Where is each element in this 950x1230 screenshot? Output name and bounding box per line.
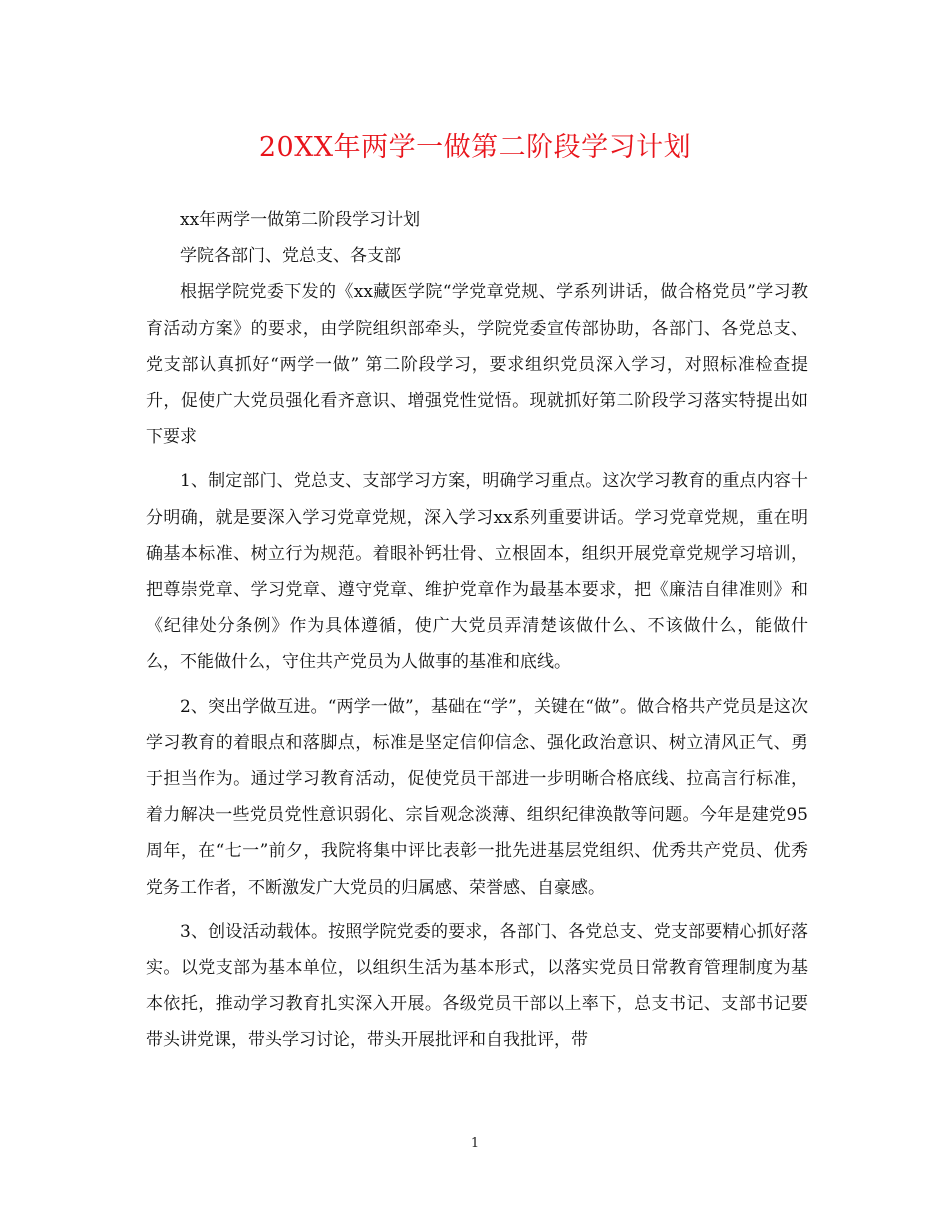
intro-paragraph: 根据学院党委下发的《xx藏医学院“学党章党规、学系列讲话，做合格党员”学习教育活动方案》的要求，由学院组织部牵头，学院党委宣传部协助，各部门、各党总支、党支部认真抓好“两学一做” 第二阶段学习，要求组织党员深入学习，对照标准检查提升，促使广大党员强化看齐意识、增强党性觉悟。现就抓好第二阶段学习落实特提出如下要求 [146,282,808,448]
document-body [146,202,808,1059]
paragraph-item-3: 3、创设活动载体。按照学院党委的要求，各部门、各党总支、党支部要精心抓好落实。以党支部为基本单位，以组织生活为基本形式，以落实党员日常教育管理制度为基本依托，推动学习教育扎实深入开展。各级党员干部以上率下，总支书记、支部书记要带头讲党课，带头学习讨论，带头开展批评和自我批评，带 [146,921,808,1051]
addressee-line: 学院各部门、党总支、各支部 [180,246,401,267]
subtitle-line: xx年两学一做第二阶段学习计划 [180,210,421,230]
page-number: 1 [470,1136,480,1151]
paragraph-item-1: 1、制定部门、党总支、支部学习方案，明确学习重点。这次学习教育的重点内容十分明确，就是要深入学习党章党规，深入学习xx系列重要讲话。学习党章党规，重在明确基本标准、树立行为规范。着眼补钙壮骨、立根固本，组织开展党章党规学习培训，把尊崇党章、学习党章、遵守党章、维护党章作为最基本要求，把《廉洁自律准则》和《纪律处分条例》作为具体遵循，使广大党员弄清楚该做什么、不该做什么，能做什么，不能做什么，守住共产党员为人做事的基准和底线。 [146,471,808,673]
paragraph-item-2: 2、突出学做互进。“两学一做”，基础在“学”，关键在“做”。做合格共产党员是这次学习教育的着眼点和落脚点，标准是坚定信仰信念、强化政治意识、树立清风正气、勇于担当作为。通过学习教育活动，促使党员干部进一步明晰合格底线、拉高言行标准，着力解决一些党员党性意识弱化、宗旨观念淡薄、组织纪律涣散等问题。今年是建党95周年，在“七一”前夕，我院将集中评比表彰一批先进基层党组织、优秀共产党员、优秀党务工作者，不断激发广大党员的归属感、荣誉感、自豪感。 [146,696,808,898]
document-title: 20XX年两学一做第二阶段学习计划 [258,132,692,163]
